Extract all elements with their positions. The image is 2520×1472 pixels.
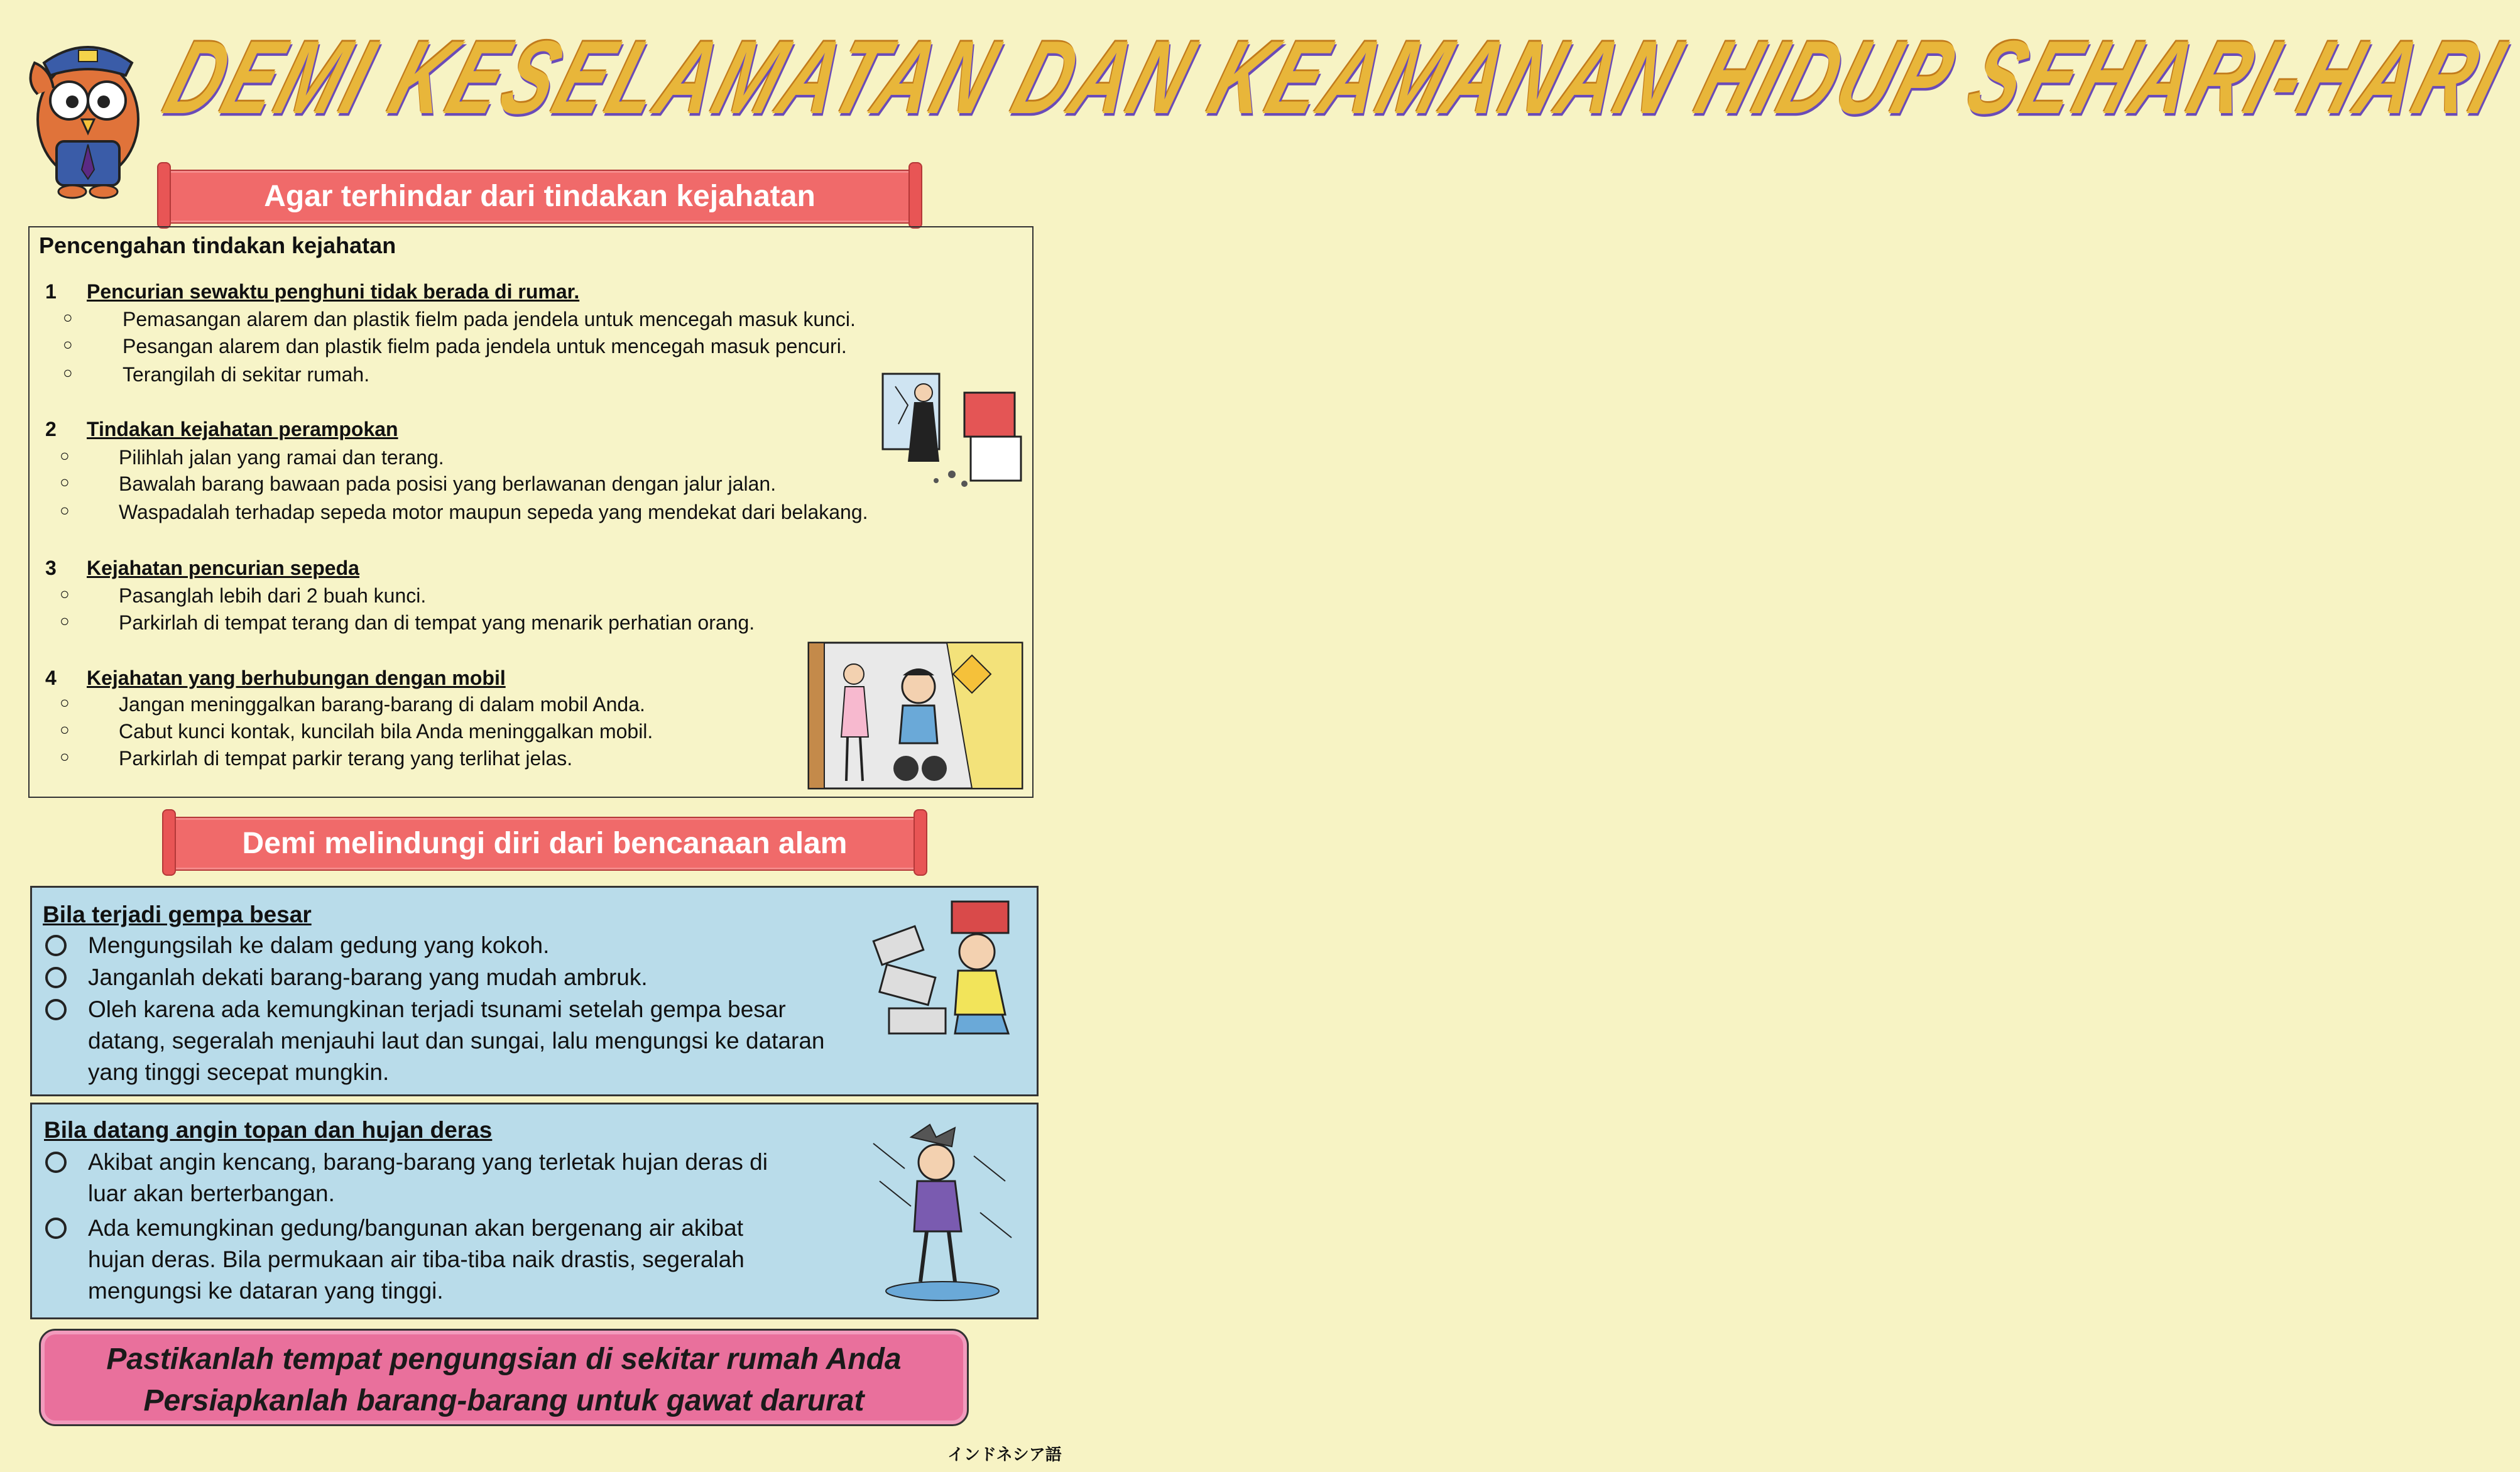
heading-text: Tindakan kejahatan perampokan: [87, 418, 398, 440]
typhoon-heading: Bila datang angin topan dan hujan deras: [44, 1117, 493, 1143]
list-item: Janganlah dekati barang-barang yang mudah ambruk.: [45, 962, 856, 993]
burglary-illustration-icon: [870, 368, 1034, 493]
footer-line-1: Pastikanlah tempat pengungsian di sekitar rumah Anda: [106, 1343, 902, 1376]
crime-section-title: Pencengahan tindakan kejahatan: [39, 232, 396, 258]
page-title: DEMI KESELAMATAN DAN KEAMANAN HIDUP SEHARI-HARI: [152, 19, 2520, 136]
owl-police-mascot-icon: [19, 25, 157, 201]
list-item: Akibat angin kencang, barang-barang yang terletak hujan deras di luar akan berterbangan.: [45, 1147, 799, 1209]
heading-number: 3: [45, 557, 57, 579]
circle-bullet-icon: [45, 935, 67, 956]
snatch-theft-illustration-icon: [809, 643, 1022, 788]
leaflet-page: DEMI KESELAMATAN DAN KEAMANAN HIDUP SEHARI-HARI Agar terhindar dari tindakan kejahatan Pencengahan tindakan kejahatan 1 Pencurian sewaktu penghuni tidak berada di rumar. ○ Pemasangan alarem dan plastik fielm pada jendela untuk mencegah masuk kunci. ○ Pesangan alarem dan plastik fielm pada jendela untuk mencegah masuk pencuri. ○ Terangilah di sekitar rumah. 2 Tindakan kejahatan perampokan ○ Pilihlah jalan yang ramai dan terang. ○ Bawalah barang bawaan pada posisi yang berlawanan dengan jalur jalan. ○ Waspadalah terhadap sepeda motor maupun sepeda yang mendekat dari belakang. 3 Kejahatan pencurian sepeda ○ Pasanglah lebih dari 2 buah kunci. ○ Parkirlah di tempat terang dan di tempat yang menarik perhatian orang. 4 Kejahatan yang berhubungan dengan mobil ○ Jangan meninggalkan barang-barang di dalam mobil Anda. ○ Cabut kunci kontak, kuncilah bila Anda meninggalkan mobil. ○ Parkirlah di tempat parkir terang yang terlihat jelas. Demi melindungi diri dari bencanaan alam Bila terjadi gempa besar Mengungsilah ke dalam gedung yang kokoh. Janganlah dekati barang-barang yang mudah ambruk. Oleh karena ada kemungkinan terjadi tsunami setelah gempa besar datang, segeralah menjauhi laut dan sungai, lalu mengungsi ke dataran yang tinggi secepat mungkin. Bila datang angin topan dan hujan deras Akibat angin kencang, barang-barang yang terletak hujan deras di luar akan berterbangan. Ada kemungkinan gedung/bangunan akan bergenang air akibat hujan deras. Bila permukaan air tiba-tiba naik drastis, segeralah mengungsi ke dataran yang tinggi. Pastikanlah tempat pengungsian di sekitar rumah Anda Persiapkanlah barang-barang untuk gawat darurat インドネシア語: [0, 0, 1068, 1472]
circle-bullet-icon: [45, 967, 67, 988]
storm-illustration-icon: [867, 1118, 1018, 1307]
list-item: Ada kemungkinan gedung/bangunan akan bergenang air akibat hujan deras. Bila permukaan air tiba-tiba naik drastis, segeralah mengungsi ke dataran yang tinggi.: [45, 1213, 799, 1307]
heading-text: Kejahatan pencurian sepeda: [87, 557, 359, 579]
crime-heading-2: [45, 418, 398, 441]
circle-bullet-icon: [45, 1152, 67, 1173]
earthquake-illustration-icon: [870, 895, 1027, 1046]
earthquake-heading: Bila terjadi gempa besar: [43, 902, 312, 927]
language-label: インドネシア語: [947, 1445, 1062, 1464]
list-item: Oleh karena ada kemungkinan terjadi tsunami setelah gempa besar datang, segeralah menjauhi laut dan sungai, lalu mengungsi ke dataran yang tinggi secepat mungkin.: [45, 994, 856, 1088]
crime-heading-1: [45, 280, 579, 303]
heading-text: Kejahatan yang berhubungan dengan mobil: [87, 667, 506, 689]
circle-bullet-icon: [45, 1218, 67, 1239]
natural-disaster-banner: Demi melindungi diri dari bencanaan alam: [170, 817, 920, 871]
crime-heading-3: [45, 557, 359, 580]
heading-number: 1: [45, 280, 57, 303]
list-item: Mengungsilah ke dalam gedung yang kokoh.: [45, 930, 856, 961]
crime-heading-4: [45, 667, 506, 690]
crime-prevention-banner: Agar terhindar dari tindakan kejahatan: [165, 170, 915, 224]
footer-reminder-box: [39, 1329, 969, 1426]
heading-number: 4: [45, 667, 57, 689]
heading-number: 2: [45, 418, 57, 440]
footer-line-2: Persiapkanlah barang-barang untuk gawat darurat: [143, 1384, 865, 1417]
circle-bullet-icon: [45, 999, 67, 1020]
heading-text: Pencurian sewaktu penghuni tidak berada di rumar.: [87, 280, 580, 303]
